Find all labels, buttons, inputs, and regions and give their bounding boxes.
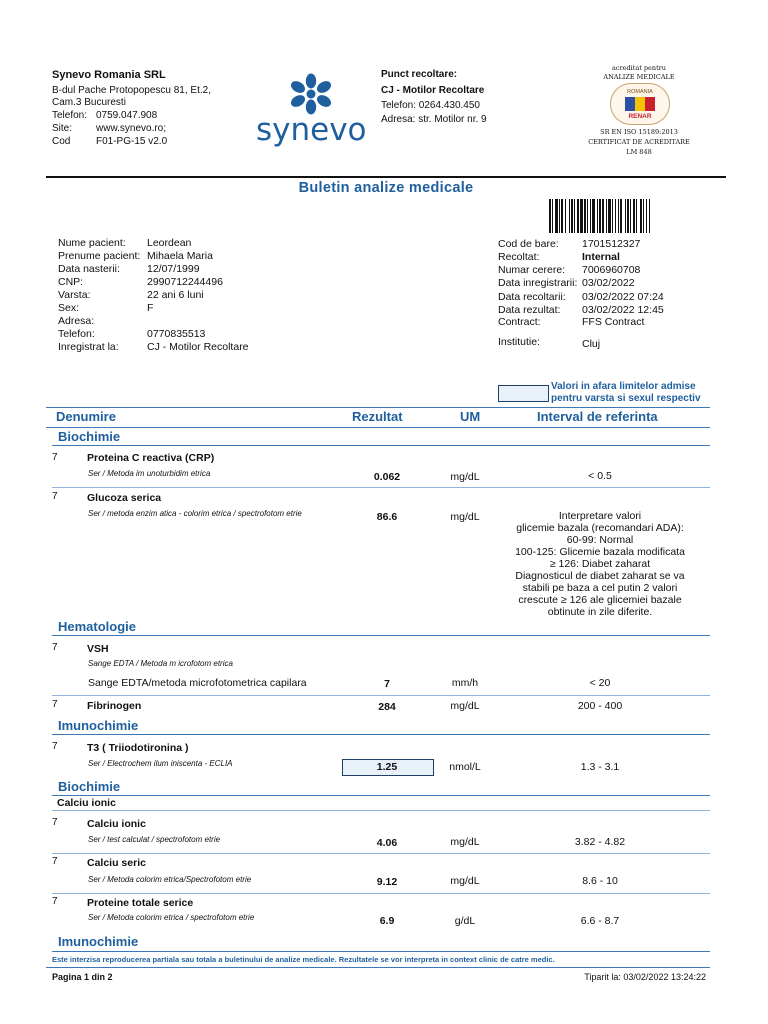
test-result-fibrinogen: 284 (378, 701, 396, 713)
test-ref-t3: 1.3 - 3.1 (580, 761, 620, 773)
accreditation-line5: LM 848 (626, 148, 652, 156)
order-field-value: Internal (582, 251, 620, 263)
footer-divider (46, 967, 710, 968)
patient-field-label: Nume pacient: (58, 237, 126, 249)
section-divider (52, 951, 710, 952)
order-field-label: Contract: (498, 316, 541, 328)
order-field-label: Data inregistrarii: (498, 277, 578, 289)
glucose-ref-line: stabili pe baza a cel putin 2 valori (522, 582, 678, 594)
section-biochimie: Biochimie (58, 429, 121, 444)
patient-field-label: Varsta: (58, 289, 91, 301)
flag-icon (625, 97, 655, 111)
order-field-label: Data rezultat: (498, 304, 561, 316)
order-field-label: Numar cerere: (498, 264, 566, 276)
glucose-ref-line: Interpretare valori (558, 510, 642, 522)
section-imunochimie: Imunochimie (58, 718, 139, 733)
patient-field-label: Inregistrat la: (58, 341, 119, 353)
section-divider (52, 635, 710, 636)
test-index: 7 (52, 491, 58, 502)
test-um-t3: nmol/L (449, 761, 481, 773)
row-divider (52, 893, 710, 894)
test-result-crp: 0.062 (373, 471, 401, 483)
collection-name: CJ - Motilor Recoltare (381, 85, 485, 96)
order-field-value: 03/02/2022 07:24 (582, 291, 664, 303)
test-ref-crp: < 0.5 (588, 470, 612, 482)
accreditation-line3: SR EN ISO 15189:2013 (600, 128, 678, 136)
test-ref-calciu-seric: 8.6 - 10 (582, 875, 618, 887)
test-result-calciu-ionic: 4.06 (376, 837, 398, 849)
renar-seal-icon (610, 83, 670, 125)
group-calciu-ionic: Calciu ionic (57, 797, 116, 809)
seal-bottom-text: RENAR (628, 113, 652, 120)
order-field-label: Recoltat: (498, 251, 540, 263)
test-name-vsh: VSH (87, 643, 109, 655)
barcode-icon (547, 199, 705, 235)
header-result: Rezultat (352, 409, 403, 424)
test-name-fibrinogen: Fibrinogen (87, 700, 142, 712)
patient-field-value: 22 ani 6 luni (147, 289, 204, 301)
test-index: 7 (52, 452, 58, 463)
order-field-value: 03/02/2022 (582, 277, 635, 289)
company-code-label: Cod (52, 136, 71, 147)
order-field-value: 1701512327 (582, 238, 641, 250)
test-method-glucose: Ser / metoda enzim atica - colorim etrica / spectrofotom etrie (88, 509, 302, 518)
test-method-proteine-totale: Ser / Metoda colorim etrica / spectrofotom etrie (88, 913, 255, 922)
order-field-label: Cod de bare: (498, 238, 559, 250)
patient-field-label: Sex: (58, 302, 80, 314)
legend-text-1: Valori in afara limitelor admise (551, 381, 696, 392)
test-method-calciu-seric: Ser / Metoda colorim etrica/Spectrofotom etrie (88, 875, 252, 884)
test-result-glucose: 86.6 (376, 511, 398, 523)
test-ref-calciu-ionic: 3.82 - 4.82 (574, 836, 626, 848)
test-um-vsh: mm/h (451, 677, 479, 689)
glucose-ref-line: 100-125: Glicemie bazala modificata (515, 546, 685, 558)
test-name-crp: Proteina C reactiva (CRP) (87, 452, 215, 464)
patient-field-label: Prenume pacient: (58, 250, 141, 262)
flower-icon (256, 72, 366, 116)
accreditation-line2: ANALIZE MEDICALE (603, 73, 675, 81)
test-ref-fibrinogen: 200 - 400 (577, 700, 623, 712)
patient-field-label: Adresa: (58, 315, 95, 327)
section-divider (52, 734, 710, 735)
patient-field-label: Telefon: (58, 328, 95, 340)
group-divider (52, 810, 710, 811)
test-method-crp: Ser / Metoda im unoturbidim etrica (88, 469, 211, 478)
test-method-vsh: Sange EDTA / Metoda m icrofotom etrica (88, 659, 233, 668)
collection-phone: Telefon: 0264.430.450 (381, 100, 480, 111)
collection-address: Adresa: str. Motilor nr. 9 (381, 114, 487, 125)
seal-top-text: ROMANIA (627, 89, 653, 95)
company-address-2: Cam.3 Bucuresti (52, 97, 126, 108)
footer-notice: Este interzisa reproducerea partiala sau totala a buletinului de analize medicale. Rezultatele se vor interpreta in context clinic de catre medic. (52, 955, 555, 964)
company-phone: 0759.047.908 (96, 110, 158, 121)
patient-field-value: Leordean (147, 237, 192, 249)
test-index: 7 (52, 896, 58, 907)
test-result-proteine-totale: 6.9 (379, 915, 395, 927)
patient-field-value: Mihaela Maria (147, 250, 213, 262)
test-um-calciu-ionic: mg/dL (450, 836, 480, 848)
section-hematologie: Hematologie (58, 619, 137, 634)
test-um-calciu-seric: mg/dL (450, 875, 480, 887)
printed-at: Tiparit la: 03/02/2022 13:24:22 (584, 972, 706, 982)
accreditation-line1: acreditat pentru (612, 64, 666, 72)
patient-field-value: 2990712244496 (147, 276, 223, 288)
section-biochimie-2: Biochimie (58, 779, 121, 794)
patient-field-value: 0770835513 (147, 328, 206, 340)
legend-text-2: pentru varsta si sexul respectiv (551, 393, 701, 404)
glucose-ref-line: ≥ 126: Diabet zaharat (549, 558, 651, 570)
section-divider (52, 795, 710, 796)
glucose-ref-line: Diagnosticul de diabet zaharat se va (515, 570, 685, 582)
test-sublabel-vsh: Sange EDTA/metoda microfotometrica capilara (88, 677, 307, 689)
test-um-fibrinogen: mg/dL (450, 700, 480, 712)
patient-field-value: 12/07/1999 (147, 263, 200, 275)
test-index: 7 (52, 642, 58, 653)
test-ref-vsh: < 20 (589, 677, 611, 689)
header-divider (46, 176, 726, 178)
row-divider (52, 853, 710, 854)
accreditation-line4: CERTIFICAT DE ACREDITARE (588, 138, 690, 146)
order-field-value: 7006960708 (582, 264, 641, 276)
synevo-logo (256, 72, 366, 152)
test-um-crp: mg/dL (450, 471, 480, 483)
patient-field-label: CNP: (58, 276, 84, 288)
patient-field-value: CJ - Motilor Recoltare (147, 341, 249, 353)
test-result-t3: 1.25 (376, 761, 398, 773)
order-field-value: 03/02/2022 12:45 (582, 304, 664, 316)
test-name-t3: T3 ( Triiodotironina ) (87, 742, 189, 754)
company-address-1: B-dul Pache Protopopescu 81, Et.2, (52, 85, 211, 96)
renar-accreditation (580, 64, 698, 160)
test-name-calciu-seric: Calciu seric (87, 857, 146, 869)
header-name: Denumire (56, 409, 116, 424)
glucose-ref-line: glicemie bazala (recomandari ADA): (516, 522, 684, 534)
test-ref-glucose (505, 510, 695, 618)
test-result-calciu-seric: 9.12 (376, 876, 398, 888)
header-ref: Interval de referinta (537, 409, 658, 424)
out-of-range-swatch (498, 385, 549, 402)
test-ref-proteine-totale: 6.6 - 8.7 (580, 915, 620, 927)
test-method-t3: Ser / Electrochem ilum iniscenta - ECLIA (88, 759, 233, 768)
company-phone-label: Telefon: (52, 110, 88, 121)
order-field-value: Cluj (582, 338, 601, 350)
test-name-calciu-ionic: Calciu ionic (87, 818, 146, 830)
company-name: Synevo Romania SRL (52, 69, 166, 81)
test-result-vsh: 7 (384, 678, 390, 690)
header-um: UM (460, 409, 481, 424)
section-divider (52, 445, 710, 446)
test-index: 7 (52, 699, 58, 710)
test-um-glucose: mg/dL (450, 511, 480, 523)
patient-field-label: Data nasterii: (58, 263, 120, 275)
test-index: 7 (52, 856, 58, 867)
order-field-value: FFS Contract (582, 316, 645, 328)
page-number: Pagina 1 din 2 (52, 972, 113, 982)
document-title: Buletin analize medicale (298, 180, 474, 196)
test-um-proteine-totale: g/dL (454, 915, 476, 927)
glucose-ref-line: obtinute in zile diferite. (547, 606, 653, 618)
row-divider (52, 695, 710, 696)
test-method-calciu-ionic: Ser / test calculat / spectrofotom etrie (88, 835, 221, 844)
glucose-ref-line: 60-99: Normal (566, 534, 634, 546)
company-site-label: Site: (52, 123, 73, 134)
patient-field-value: F (147, 302, 154, 314)
test-index: 7 (52, 817, 58, 828)
row-divider (52, 487, 710, 488)
company-site: www.synevo.ro; (96, 123, 167, 134)
test-name-glucose: Glucoza serica (87, 492, 162, 504)
test-name-proteine-totale: Proteine totale serice (87, 897, 194, 909)
order-field-label: Institutie: (498, 336, 541, 348)
collection-heading: Punct recoltare: (381, 69, 458, 80)
order-field-label: Data recoltarii: (498, 291, 566, 303)
glucose-ref-line: crescute ≥ 126 ale glicemiei bazale (518, 594, 682, 606)
company-code: F01-PG-15 v2.0 (96, 136, 168, 147)
logo-wordmark: synevo (256, 112, 367, 148)
test-index: 7 (52, 741, 58, 752)
section-imunochimie-2: Imunochimie (58, 934, 139, 949)
